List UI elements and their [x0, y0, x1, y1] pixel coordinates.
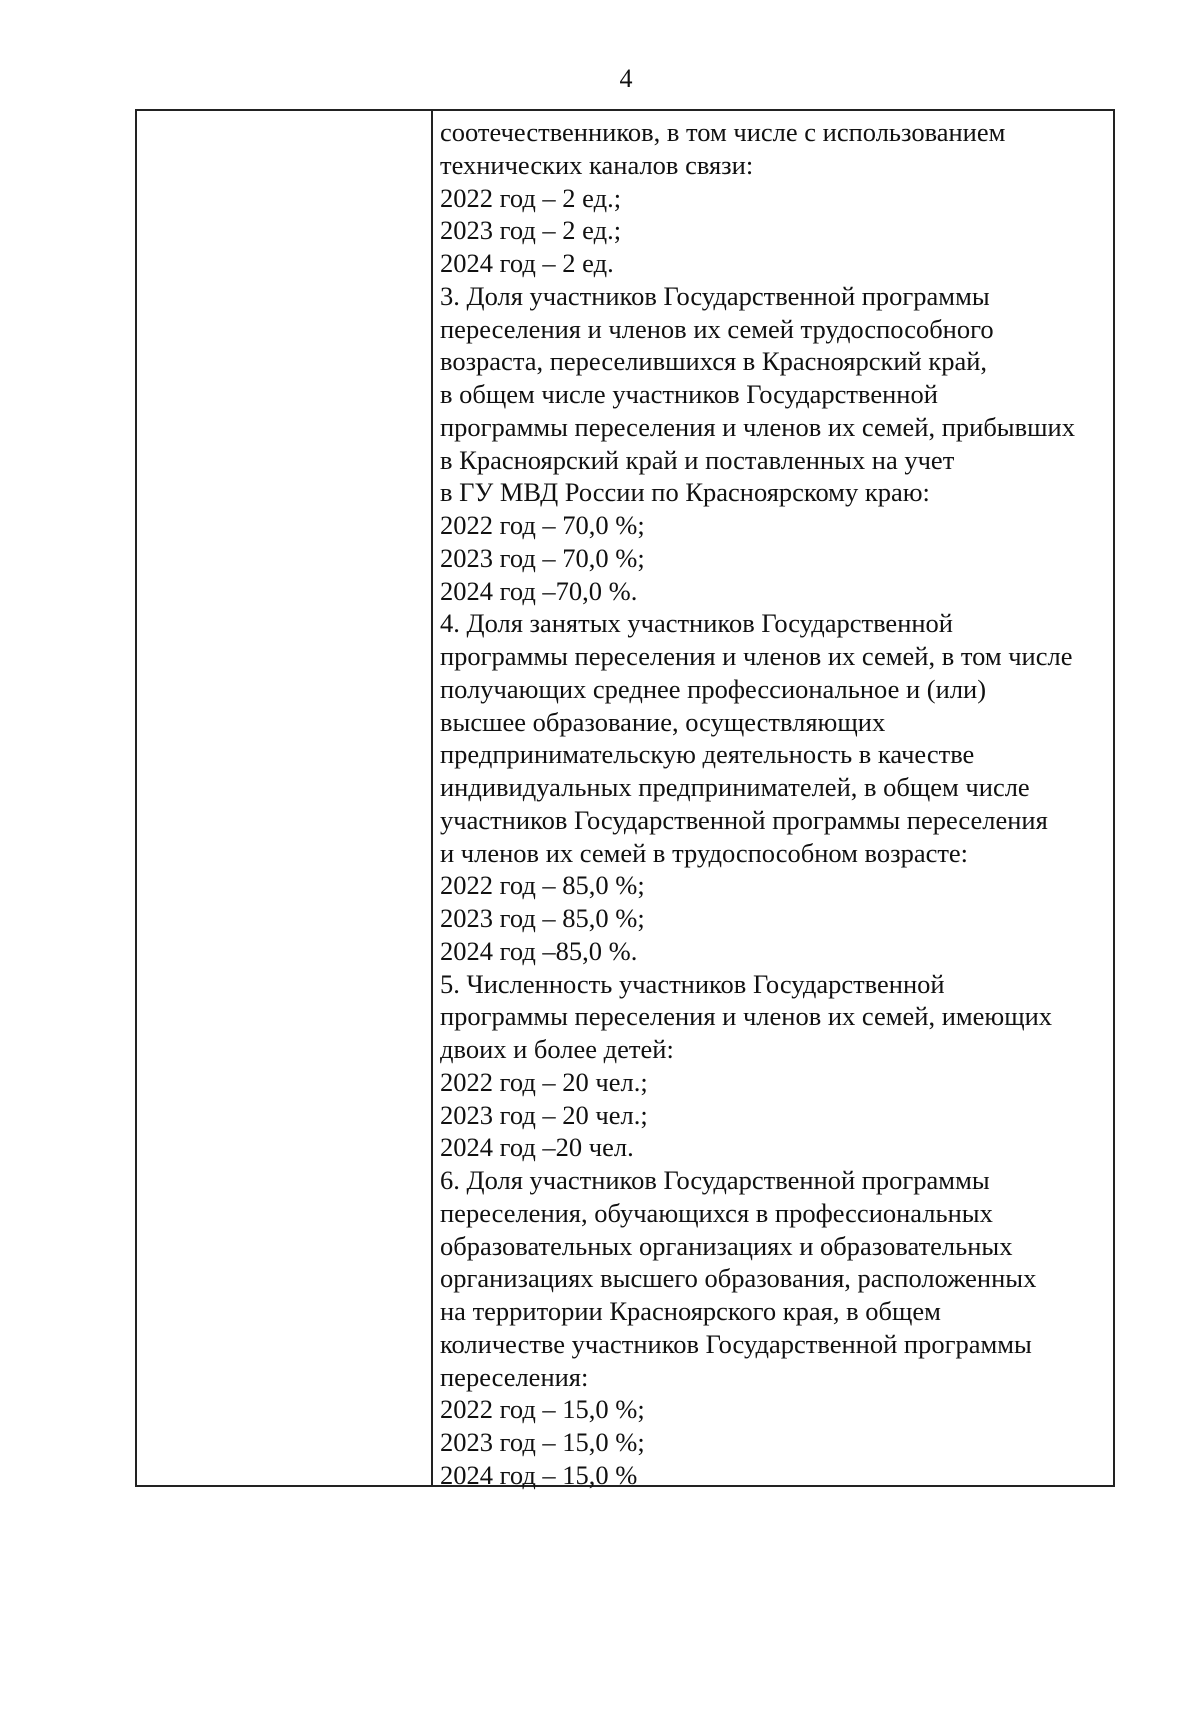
text-line: технических каналов связи: [440, 149, 754, 180]
text-line: участников Государственной программы переселения [440, 804, 1048, 835]
text-line: 6. Доля участников Государственной программы [440, 1165, 990, 1195]
text-line: 2023 год – 20 чел.; [440, 1099, 648, 1130]
text-line: 3. Доля участников Государственной программы [440, 280, 990, 311]
page-number: 4 [619, 64, 633, 93]
text-line: 2023 год – 85,0 %; [440, 903, 645, 933]
text-line: 2023 год – 2 ед.; [440, 215, 622, 246]
text-line: получающих среднее профессиональное и (или) [440, 673, 987, 704]
text-line: 5. Численность участников Государственной [440, 968, 945, 999]
text-line: 2022 год – 15,0 %; [440, 1394, 645, 1425]
text-line: двоих и более детей: [440, 1034, 674, 1064]
text-line: возраста, переселившихся в Красноярский край, [440, 346, 988, 377]
text-line: высшее образование, осуществляющих [440, 706, 886, 737]
text-line: переселения и членов их семей трудоспособного [440, 313, 994, 344]
text-line: 2022 год – 20 чел.; [440, 1066, 648, 1097]
text-line: программы переселения и членов их семей, имеющих [440, 1001, 1053, 1032]
text-line: и членов их семей в трудоспособном возрасте: [440, 837, 969, 868]
text-line: 4. Доля занятых участников Государственной [440, 608, 953, 639]
text-line: соотечественников, в том числе с использованием [440, 117, 1006, 147]
text-line: 2024 год –85,0 %. [440, 935, 638, 966]
text-line: программы переселения и членов их семей, в том числе [440, 641, 1073, 671]
text-line: в Красноярский край и поставленных на учет [440, 444, 955, 475]
text-line: в ГУ МВД России по Красноярскому краю: [440, 477, 930, 508]
text-line: 2022 год – 70,0 %; [440, 510, 645, 540]
text-line: индивидуальных предпринимателей, в общем числе [440, 772, 1030, 802]
text-line: в общем числе участников Государственной [440, 379, 938, 409]
text-line: на территории Красноярского края, в общем [440, 1296, 941, 1326]
table-right-cell [433, 111, 1113, 1490]
text-line: образовательных организациях и образовательных [440, 1230, 1013, 1261]
text-line: количестве участников Государственной программы [440, 1328, 1032, 1359]
text-line: 2023 год – 15,0 %; [440, 1427, 645, 1457]
text-line: 2022 год – 85,0 %; [440, 870, 645, 901]
text-line: переселения, обучающихся в профессиональных [440, 1197, 993, 1228]
text-line: 2024 год – 2 ед. [440, 248, 614, 278]
text-line: 2024 год –70,0 %. [440, 575, 638, 606]
text-line: программы переселения и членов их семей, прибывших [440, 411, 1075, 442]
text-line: предпринимательскую деятельность в качестве [440, 739, 975, 770]
text-line: 2024 год –20 чел. [440, 1132, 634, 1163]
text-line: 2023 год – 70,0 %; [440, 542, 645, 573]
document-table [135, 109, 1115, 1490]
table-left-cell [137, 111, 433, 1485]
text-line: переселения: [440, 1361, 589, 1392]
text-line: 2024 год – 15,0 % [440, 1459, 638, 1490]
text-line: организациях высшего образования, расположенных [440, 1263, 1037, 1294]
text-line: 2022 год – 2 ед.; [440, 182, 622, 213]
